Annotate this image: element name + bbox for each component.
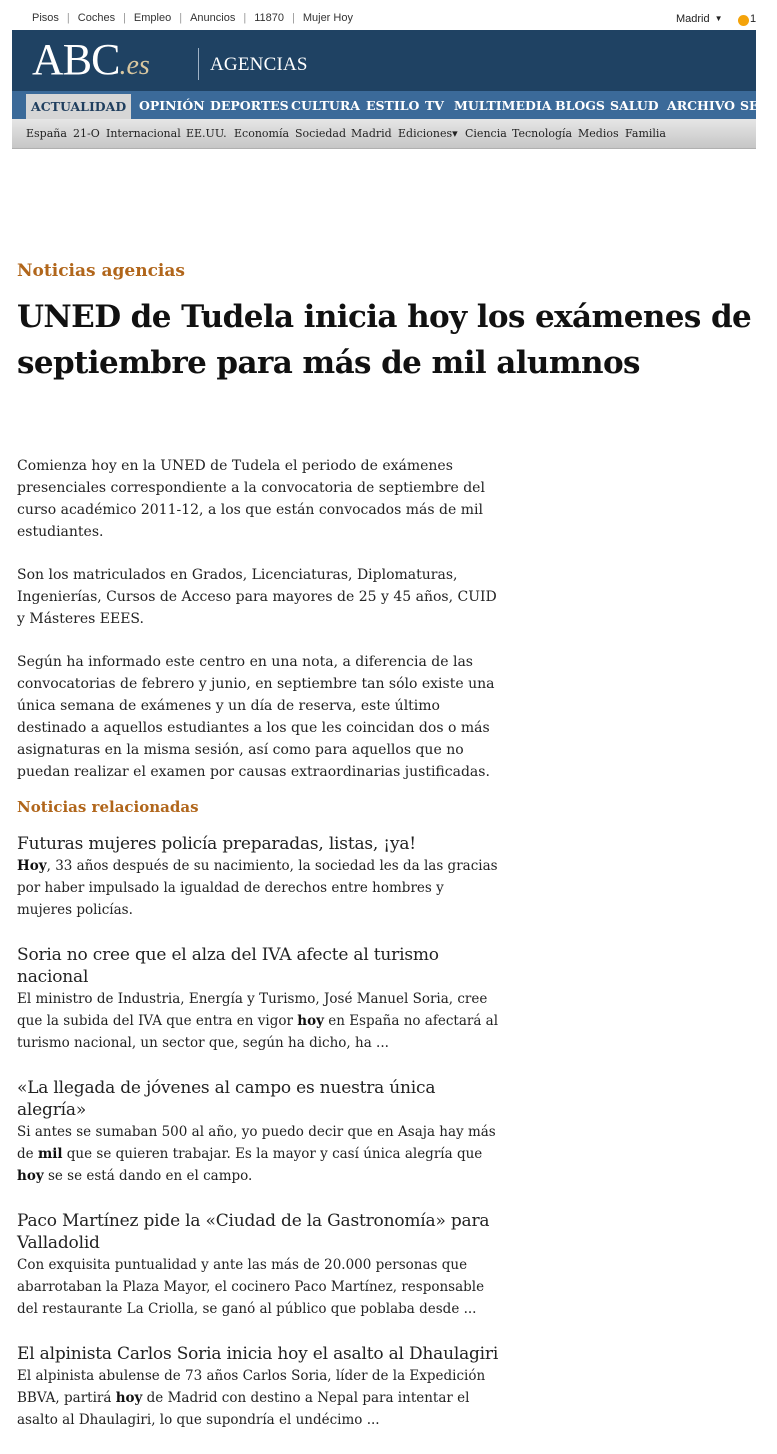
related-news-headline-link[interactable]: Paco Martínez pide la «Ciudad de la Gastronomía» para Valladolid bbox=[17, 1211, 490, 1253]
article-body bbox=[17, 455, 497, 804]
related-news-summary bbox=[17, 855, 501, 921]
subnav-familia[interactable]: Familia bbox=[625, 127, 666, 140]
related-news-item bbox=[17, 1077, 501, 1187]
article-kicker[interactable]: Noticias agencias bbox=[17, 261, 185, 281]
summary-text: que se quieren trabajar. Es la mayor y casí única alegría que bbox=[62, 1146, 483, 1162]
nav-blogs[interactable]: BLOGS bbox=[555, 98, 605, 113]
subnav-ediciones[interactable]: Ediciones▾ bbox=[398, 127, 458, 140]
article-paragraph: Son los matriculados en Grados, Licenciaturas, Diplomaturas, Ingenierías, Cursos de Acceso para mayores de 25 y 45 años, CUID y Másteres EEES. bbox=[17, 567, 497, 627]
related-news-summary bbox=[17, 1121, 501, 1187]
headline-line-1: UNED de Tudela inicia hoy los exámenes de bbox=[17, 299, 752, 335]
separator: | bbox=[66, 12, 70, 24]
sub-nav bbox=[12, 119, 756, 149]
subnav-economia[interactable]: Economía bbox=[234, 127, 290, 140]
toplink-empleo[interactable]: Empleo bbox=[133, 12, 172, 24]
ad-marker bbox=[2, 158, 10, 194]
summary-text: El ministro de Industria, Energía y Turismo, José Manuel Soria, cree que la subida del IVA que entra en vigor bbox=[17, 991, 488, 1029]
summary-text: en España no afectará al turismo nacional, un sector que, según ha dicho, ha ... bbox=[17, 1013, 499, 1051]
related-news-title: Noticias relacionadas bbox=[17, 798, 199, 816]
summary-text: de Madrid con destino a Nepal para intentar el asalto al Dhaulagiri, lo que supondría el undécimo ... bbox=[17, 1390, 470, 1428]
summary-text: El alpinista abulense de 73 años Carlos Soria, líder de la Expedición BBVA, partirá bbox=[17, 1368, 486, 1406]
separator: | bbox=[123, 12, 126, 24]
article-headline bbox=[17, 294, 777, 386]
sun-weather-icon[interactable] bbox=[738, 15, 749, 26]
related-news-summary bbox=[17, 988, 501, 1054]
nav-opinion[interactable]: OPINIÓN bbox=[139, 98, 205, 113]
subnav-espana[interactable]: España bbox=[26, 127, 67, 140]
summary-highlight: hoy bbox=[17, 1168, 44, 1184]
toplink-coches[interactable]: Coches bbox=[77, 12, 116, 24]
headline-line-2: septiembre para más de mil alumnos bbox=[17, 345, 640, 381]
nav-estilo[interactable]: ESTILO bbox=[366, 98, 420, 113]
related-news-item bbox=[17, 1343, 501, 1431]
separator: | bbox=[243, 12, 247, 24]
nav-more[interactable]: SE bbox=[740, 98, 759, 113]
toplink-mujer-hoy[interactable]: Mujer Hoy bbox=[302, 12, 353, 24]
toplink-anuncios[interactable]: Anuncios bbox=[190, 12, 236, 24]
summary-highlight: Hoy bbox=[17, 858, 47, 874]
nav-salud[interactable]: SALUD bbox=[610, 98, 659, 113]
nav-multimedia[interactable]: MULTIMEDIA bbox=[454, 98, 552, 113]
summary-text: se se está dando en el campo. bbox=[43, 1168, 253, 1184]
article-paragraph: Según ha informado este centro en una nota, a diferencia de las convocatorias de febrero y junio, en septiembre tan sólo existe una única semana de exámenes y un día de reserva, este último destinado a aquellos estudiantes a los que les coincidan dos o más asignaturas en la misma sesión, así como para aquellos que no puedan realizar el examen por causas extraordinarias justificadas. bbox=[17, 654, 495, 780]
related-news-item bbox=[17, 833, 501, 921]
summary-text: , 33 años después de su nacimiento, la sociedad les da las gracias por haber impulsado la igualdad de derechos entre hombres y mujeres policías. bbox=[17, 858, 498, 918]
toplink-pisos[interactable]: Pisos bbox=[32, 12, 59, 24]
related-news-summary bbox=[17, 1365, 501, 1431]
top-links bbox=[32, 12, 353, 24]
nav-cultura[interactable]: CULTURA bbox=[291, 98, 360, 113]
summary-text: Con exquisita puntualidad y ante las más de 20.000 personas que abarrotaban la Plaza Mayor, el cocinero Paco Martínez, responsable del restaurante La Criolla, se ganó al público que poblaba desde ... bbox=[17, 1257, 485, 1317]
subnav-ciencia[interactable]: Ciencia bbox=[465, 127, 507, 140]
related-news-headline-link[interactable]: Soria no cree que el alza del IVA afecte al turismo nacional bbox=[17, 945, 439, 987]
related-news-item bbox=[17, 944, 501, 1054]
subnav-21-o[interactable]: 21-O bbox=[73, 127, 100, 140]
logo-suffix: .es bbox=[119, 50, 150, 81]
related-news-headline-link[interactable]: «La llegada de jóvenes al campo es nuestra única alegría» bbox=[17, 1078, 436, 1120]
nav-archivo[interactable]: ARCHIVO bbox=[667, 98, 736, 113]
abc-logo[interactable] bbox=[32, 35, 150, 88]
related-news-headline-link[interactable]: El alpinista Carlos Soria inicia hoy el asalto al Dhaulagiri bbox=[17, 1344, 499, 1364]
summary-highlight: hoy bbox=[297, 1013, 324, 1029]
caret-down-icon: ▼ bbox=[714, 14, 723, 23]
separator: | bbox=[291, 12, 295, 24]
article-paragraph: Comienza hoy en la UNED de Tudela el periodo de exámenes presenciales correspondiente a la convocatoria de septiembre del curso académico 2011-12, a los que están convocados más de mil estudiantes. bbox=[17, 458, 485, 540]
subnav-internacional[interactable]: Internacional bbox=[106, 127, 181, 140]
related-news-summary bbox=[17, 1254, 501, 1320]
summary-text: Si antes se sumaban 500 al año, yo puedo decir que en Asaja hay más de bbox=[17, 1124, 496, 1162]
region-label: Madrid bbox=[676, 13, 710, 25]
related-news-item bbox=[17, 1210, 501, 1320]
subnav-tecnologia[interactable]: Tecnología bbox=[512, 127, 573, 140]
site-header bbox=[12, 30, 756, 91]
summary-highlight: mil bbox=[37, 1146, 63, 1162]
subnav-madrid[interactable]: Madrid bbox=[351, 127, 392, 140]
related-news-list bbox=[17, 833, 501, 1454]
subnav-sociedad[interactable]: Sociedad bbox=[295, 127, 346, 140]
summary-highlight: hoy bbox=[115, 1390, 143, 1406]
main-nav bbox=[12, 91, 759, 119]
top-utility-bar bbox=[0, 0, 756, 30]
weather-temperature: 1 bbox=[750, 13, 757, 25]
subnav-medios[interactable]: Medios bbox=[578, 127, 619, 140]
section-title[interactable]: AGENCIAS bbox=[210, 54, 308, 75]
subnav-eeuu[interactable]: EE.UU. bbox=[186, 127, 227, 140]
toplink-11870[interactable]: 11870 bbox=[254, 12, 284, 24]
header-divider bbox=[198, 48, 199, 80]
region-selector[interactable] bbox=[676, 13, 723, 25]
nav-tv[interactable]: TV bbox=[425, 98, 445, 113]
nav-actualidad[interactable]: ACTUALIDAD bbox=[26, 94, 131, 119]
logo-text: ABC bbox=[32, 35, 120, 84]
nav-deportes[interactable]: DEPORTES bbox=[210, 98, 289, 113]
separator: | bbox=[179, 12, 183, 24]
related-news-headline-link[interactable]: Futuras mujeres policía preparadas, listas, ¡ya! bbox=[17, 834, 416, 854]
